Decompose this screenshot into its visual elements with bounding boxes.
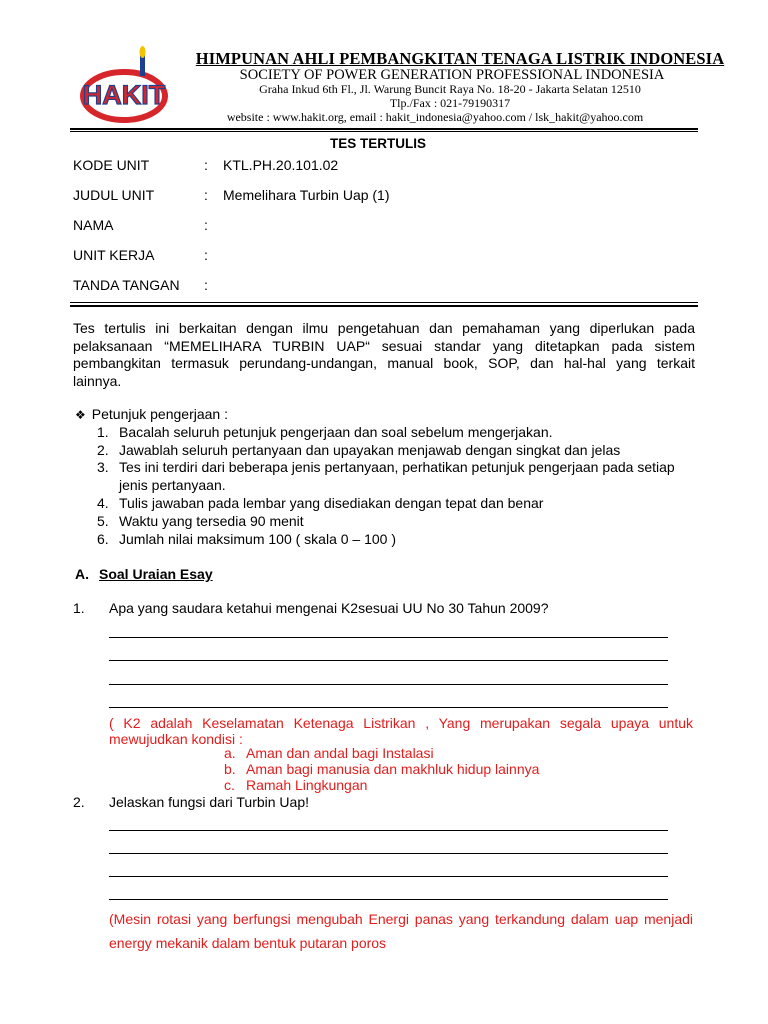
intro-line: Tes tertulis ini berkaitan dengan ilmu pengetahuan dan pemahaman yang diperlukan pada — [73, 320, 695, 336]
answer-line-text: (Mesin rotasi yang berfungsi mengubah Energi panas yang terkandung dalam uap menjadi — [109, 911, 693, 927]
step-text: Tes ini terdiri dari beberapa jenis pertanyaan, perhatikan petunjuk pengerjaan pada setiap — [119, 459, 675, 475]
info-label: NAMA — [73, 217, 114, 233]
section-divider-thin — [70, 302, 698, 303]
answer-line-text: mewujudkan kondisi : — [109, 731, 243, 747]
question-number: 2. — [73, 794, 85, 810]
org-name: HIMPUNAN AHLI PEMBANGKITAN TENAGA LISTRIK INDONESIA — [195, 49, 725, 68]
answer-line[interactable] — [109, 684, 668, 685]
step-text: Bacalah seluruh petunjuk pengerjaan dan soal sebelum mengerjakan. — [119, 424, 553, 440]
page-title: TES TERTULIS — [330, 136, 427, 151]
header-divider-thin — [70, 131, 698, 132]
section-heading — [75, 566, 213, 582]
step-number: 6. — [97, 531, 109, 547]
intro-paragraph — [73, 320, 695, 390]
item-marker: b. — [224, 761, 236, 777]
answer-2-text — [109, 907, 693, 955]
item-marker: c. — [224, 777, 235, 793]
step-text: Jawablah seluruh pertanyaan dan upayakan menjawab dengan singkat dan jelas — [119, 442, 621, 458]
step-text: jenis pertanyaan. — [119, 477, 226, 493]
info-colon: : — [204, 247, 208, 263]
info-label: JUDUL UNIT — [73, 187, 155, 203]
answer-line[interactable] — [109, 899, 668, 900]
section-title: Soal Uraian Esay — [99, 566, 213, 582]
org-phone: Tlp./Fax : 021-79190317 — [389, 96, 511, 110]
step-number: 5. — [97, 513, 109, 529]
org-name-english: SOCIETY OF POWER GENERATION PROFESSIONAL INDONESIA — [239, 67, 665, 83]
question-2 — [73, 794, 673, 812]
step-number: 4. — [97, 495, 109, 511]
question-text: Jelaskan fungsi dari Turbin Uap! — [109, 794, 309, 810]
instructions-heading-text: Petunjuk pengerjaan : — [91, 406, 228, 422]
answer-line-text: energy mekanik dalam bentuk putaran poros — [109, 935, 387, 951]
info-colon: : — [204, 157, 208, 173]
step-text: Tulis jawaban pada lembar yang disediakan dengan tepat dan benar — [119, 495, 544, 511]
answer-line[interactable] — [109, 637, 668, 638]
answer-line[interactable] — [109, 830, 668, 831]
step-number: 3. — [97, 459, 109, 475]
item-text: Ramah Lingkungan — [246, 777, 368, 793]
header-divider — [70, 128, 698, 130]
section-letter: A. — [75, 566, 89, 582]
question-1 — [73, 600, 673, 618]
info-colon: : — [204, 217, 208, 233]
intro-line: pelaksanaan “MEMELIHARA TURBIN UAP“ sesuai standar yang ditetapkan pada sistem — [73, 337, 695, 354]
info-colon: : — [204, 277, 208, 293]
question-number: 1. — [73, 600, 85, 616]
step-number: 2. — [97, 442, 109, 458]
info-label: UNIT KERJA — [73, 247, 155, 263]
logo-wordmark: HAKIT — [82, 80, 166, 110]
question-text: Apa yang saudara ketahui mengenai K2sesuai UU No 30 Tahun 2009? — [109, 600, 549, 616]
step-number: 1. — [97, 424, 109, 440]
info-value: KTL.PH.20.101.02 — [223, 157, 339, 173]
item-text: Aman dan andal bagi Instalasi — [246, 745, 434, 761]
answer-line[interactable] — [109, 853, 668, 854]
answer-line[interactable] — [109, 660, 668, 661]
info-colon: : — [204, 187, 208, 203]
info-label: KODE UNIT — [73, 157, 150, 173]
step-text: Waktu yang tersedia 90 menit — [119, 513, 304, 529]
info-value: Memelihara Turbin Uap (1) — [223, 187, 390, 203]
item-marker: a. — [224, 745, 236, 761]
answer-line[interactable] — [109, 876, 668, 877]
info-label: TANDA TANGAN — [73, 277, 180, 293]
instructions-heading — [75, 406, 228, 422]
diamond-bullet-icon: ❖ — [75, 408, 86, 422]
org-website-email: website : www.hakit.org, email : hakit_indonesia@yahoo.com / lsk_hakit@yahoo.com — [226, 110, 644, 124]
intro-line: pembangkitan termasuk perundang-undangan, manual book, SOP, dan hal-hal yang terkait — [73, 355, 695, 371]
section-divider — [70, 305, 698, 307]
answer-1-text — [109, 715, 693, 747]
org-address: Graha Inkud 6th Fl., Jl. Warung Buncit Raya No. 18-20 - Jakarta Selatan 12510 — [259, 82, 641, 96]
item-text: Aman bagi manusia dan makhluk hidup lainnya — [246, 761, 540, 777]
intro-line: lainnya. — [73, 372, 122, 389]
answer-line-text: ( K2 adalah Keselamatan Ketenaga Listrikan , Yang merupakan segala upaya untuk — [109, 715, 693, 731]
step-text: Jumlah nilai maksimum 100 ( skala 0 – 100 ) — [119, 531, 397, 547]
answer-line[interactable] — [109, 707, 668, 708]
